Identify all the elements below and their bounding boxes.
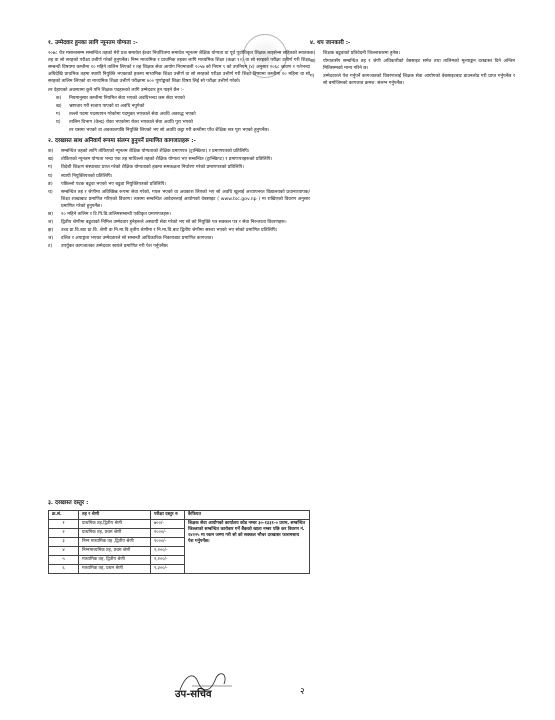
section1-list [56,95,310,134]
cell-fee: १,२००/- [151,556,185,565]
cell-level: निम्नमाध्यमिक तह, प्रथम श्रेणी [79,547,151,556]
item-text: स्थायी नियुक्तिपत्रको प्रतिलिपि। [61,173,113,179]
section1-paragraph: २०७८ चैत्र मसान्तसम्म सम्बन्धित तहको मेरौ प्रश्न समावेश ईश्वर निर्धारितमा समावेश न्यूनतम शैक्षिक योग्यता वा पूर्व पूर्वाधिकृत शिक्षक लाइसेन्स सहितको स्नातक तह वा सो सरहको परीक्षा उत्तीर्ण गरेको हुनुपर्नेछ। निम्न माध्यमिक र प्राथमिक तहका लागि माध्यमिक शिक्षा (कक्षा १२) वा सो सरहको परीक्षा उत्तीर्ण गरी शिक्षा सम्बन्धी विषयमा कम्तीमा १० महिने तालिम लिएको र तह शिक्षक सेवा आयोग नियमावली २०५७ को नियम ९ को उपनियम (४) अनुसार २०६८ श्रावण १ गतेभन्दा अघिदेखि प्राथमिक तहमा स्थायी नियुक्ति भएकाको हकमा माध्यमिक शिक्षा उत्तीर्ण वा सो सरहको परीक्षा उत्तीर्ण गरी शिक्षा विषयमा कम्तीमा १० महिना वा सो सरहको तालिम लिएको वा माध्यमिक शिक्षा उत्तीर्ण परीक्षामा ४०० पूर्णाङ्कको शिक्षा विषय लिई सो परीक्षा उत्तीर्ण गरेको। [48,51,310,85]
item-text: १० महिने तालिम र टि.पि.डि.तालिमसम्बन्धी एकीकृत प्रमाणपत्रहरू। [61,211,172,217]
item-text: दलित र अपाङ्गता भएका उम्मेदवारले सो सम्बन्धी आधिकारिक निकायबाट प्रमाणित कागजात। [61,236,214,242]
section4-heading: ४. थप जानकारी :- [310,40,351,46]
list-item [48,211,310,218]
section1-intro: तर देहायको अवस्थामा कुनै पनि शिक्षक पदहरूको लागि उम्मेदवार हुन पाइने छैन :- [48,87,184,93]
section2-heading: २. दरखास्त साथ अनिवार्य रूपमा संलग्न हुनुपर्ने प्रमाणित कागजातहरू :- [48,138,196,145]
cell-level: माध्यमिक तह, प्रथम श्रेणी [79,565,151,574]
item-mark: ग) [48,165,53,171]
item-mark: ख) [310,59,316,65]
item-mark: ट) [48,244,53,250]
item-text: तोकिएको न्यूनतम योग्यता भन्दा एक तह माथिल्लो तहको शैक्षिक योग्यता भए सम्बन्धित (ट्रान्स्क्रिप्ट) र प्रमाणपत्रहरूको प्रतिलिपि। [61,157,273,163]
item-mark: घ) [48,173,53,179]
item-text: सम्बन्धित तह र श्रेणीमा अविच्छिन्न रूपमा सेवा गरेको, गयल भएको वा अवकाश लिएको भए सो अवधि खुलाई अध्यापनरत विद्यालयको प्रधानाध्यापक/शिक्षा शाखाबाट प्रमाणित गरिएको विवरण। त्यसमा सम्बन्धित आवेदनलाई आयोगको वेबसाइट ( www.tsc.gov.np ) मा राखिएको विवरण अनुसार प्रमाणित गरेको हुनुपर्नेछ। [61,189,310,209]
cell-sn: ५ [49,556,79,565]
item-mark: ग) [310,74,315,80]
list-item [56,127,310,134]
list-item [310,73,515,87]
item-text: सम्बन्धित तहको लागि तोकिएको न्यूनतम शैक्षिक योग्यताको शैक्षिक प्रमाणपत्र (ट्रान्स्क्रिप्ट) र प्रमाणपत्रको प्रतिलिपि। [61,149,250,155]
list-item [48,148,310,155]
list-item [48,181,310,188]
fee-section [48,498,310,574]
cell-fee: १,२००/- [151,547,185,556]
section2-list [48,148,310,250]
item-mark: क) [310,51,316,57]
list-item [56,111,310,118]
item-text: शिक्षक बढुवाको प्रतिवेदनी जिल्लास्तरमा हुनेछ। [323,51,400,57]
cell-level: निम्न माध्यमिक तह ,द्वितीय श्रेणी [79,538,151,547]
list-item [310,50,515,57]
item-mark: झ) [48,228,54,234]
cell-level: माध्यमिक तह, द्वितीय श्रेणी [79,556,151,565]
item-text: तालिम विभाग (केन्द्र) रोका भएकोमा रोका भएकाले सेवा अवधि पूरा भएको [69,119,193,125]
column-header: कैफियत [185,511,310,520]
table-row [49,520,310,529]
section1-heading: १. उम्मेदवार हुनका लागि न्यूनतम योग्यता :- [48,40,138,46]
cell-fee: १,३००/- [151,565,185,574]
list-item [48,156,310,163]
table-header-row [49,511,310,520]
item-mark: ञ) [48,236,54,242]
list-item [48,235,310,242]
item-text: नियमानुसार कम्तीमा नियमित सेवा भएको अवधिभन्दा कम सेवा भएको [69,95,185,101]
item-mark [56,127,69,134]
cell-fee: १०००/- [151,529,185,538]
column-header: क्र.सं. [49,511,79,520]
item-mark: ख) [56,103,62,109]
list-item [48,219,310,226]
right-column [310,40,515,89]
cell-remark: शिक्षक सेवा आयोगको कार्यालय कोड नम्बर ३०-१३३१-० प्रथम, सम्बन्धित जिल्लाको सम्बन्धित कारोबार गर्ने बैंकको खाता नम्बर पछि कर विवरण नं. १४२२५ मा रकम जम्मा गरी सो को सक्कल भौचर दरखास्त फारामसाथ पेश गर्नुपर्नेछ। [185,520,310,574]
item-mark: छ) [48,211,54,217]
item-mark: च) [48,189,53,195]
item-text: उपर्युक्त कागजातका उम्मेदवार स्वयंले प्रमाणित गरी पेश गर्नुपर्नेछ। [61,244,169,250]
item-mark: ख) [48,157,54,163]
item-text: उच्च प्रा.वि.बाट प्रा.वि. श्रेणी वा नि.मा.वि.तृतीय श्रेणीमा र नि.मा.वि.बाट द्वितीय श्रेणीमा सरुवा भएको भए सोको प्रमाणित प्रतिलिपि। [61,228,278,234]
cell-sn: १ [49,520,79,529]
cell-sn: ३ [49,538,79,547]
list-item [310,58,515,72]
page-number: २ [300,687,305,697]
list-item [56,95,310,102]
item-mark: क) [56,95,62,101]
list-item [48,173,310,180]
list-item [48,189,310,210]
item-text: योग्यतासँग सम्बन्धित तह र श्रेणी अधिकारीको वेबसाइट समेत तथा तालिमको मूल्याङ्कन दरखास्त दिने अन्तिम मितिसम्मको मान्य गरिने छ। [323,59,515,72]
column-header: परीक्षा दस्तुर रु [151,511,185,520]
cell-fee: ७००/- [151,520,185,529]
list-item [48,227,310,234]
item-mark: ङ) [48,181,53,187]
item-text: विदेशी शिक्षण संस्थाबाट प्राप्त गरेको शैक्षिक योग्यताको हकमा समकक्षता निर्धारण गरेको प्रमाणपत्रको प्रतिलिपि। [61,165,245,171]
item-mark: ग) [56,111,61,117]
signature-title: उप-सचिव [175,689,212,700]
item-text: तर यसमा भएको वा अवकाशपछि नियुक्ति लिएको भए सो अवधि कट्टा गरी कम्तीमा पाँच शैक्षिक सत्र पूरा भएको हुनुपर्नेछ। [69,128,270,134]
item-text: द्वितीय श्रेणीमा बढुवाको निमित्त उम्मेदवार हुनेहरूले अस्थायी सेवा गरेको भए सो को नियुक्ति पत्र सक्कल पत्र र सेवा निरन्तरता विवरणहरू। [61,220,287,226]
item-mark: घ) [56,119,61,125]
item-mark: ज) [48,220,54,226]
list-item [56,119,310,126]
item-text: पछिल्लो पटक बढुवा भएको भए बढुवा नियुक्तिपत्रको प्रतिलिपि। [61,181,167,187]
item-text: भ्रष्टाचार गरी सजाय पाएको वा अवधि नपुगेको [69,103,145,109]
cell-sn: २ [49,529,79,538]
cell-sn: ४ [49,547,79,556]
cell-sn: ६ [49,565,79,574]
item-text: तल्लो पदमा पदस्थापन गरेकोमा पदमुक्त भएकाले सेवा अवधि अवरुद्ध भएको [69,111,196,117]
cell-level: प्राथमिक तह, प्रथम श्रेणी [79,529,151,538]
list-item [48,243,310,250]
list-item [56,103,310,110]
left-column [48,40,310,251]
fee-table [48,510,310,574]
item-mark: क) [48,149,54,155]
item-text: उम्मेदवारले पेश गर्नुपर्ने कागजातको विवरणलाई शिक्षक सेवा आयोगको वेबसाइटबाट डाउनलोड गरी प्राप्त गर्नुपर्नेछ र सो बमोजिमको कागजात क्रमश: संलग्न गर्नुपर्नेछ। [323,74,515,87]
column-header: तह र श्रेणी [79,511,151,520]
section3-heading: ३. दरखास्त दस्तुर : [48,500,89,506]
cell-level: प्राथमिक तह,द्वितीय श्रेणी [79,520,151,529]
cell-fee: १०००/- [151,538,185,547]
list-item [48,164,310,171]
